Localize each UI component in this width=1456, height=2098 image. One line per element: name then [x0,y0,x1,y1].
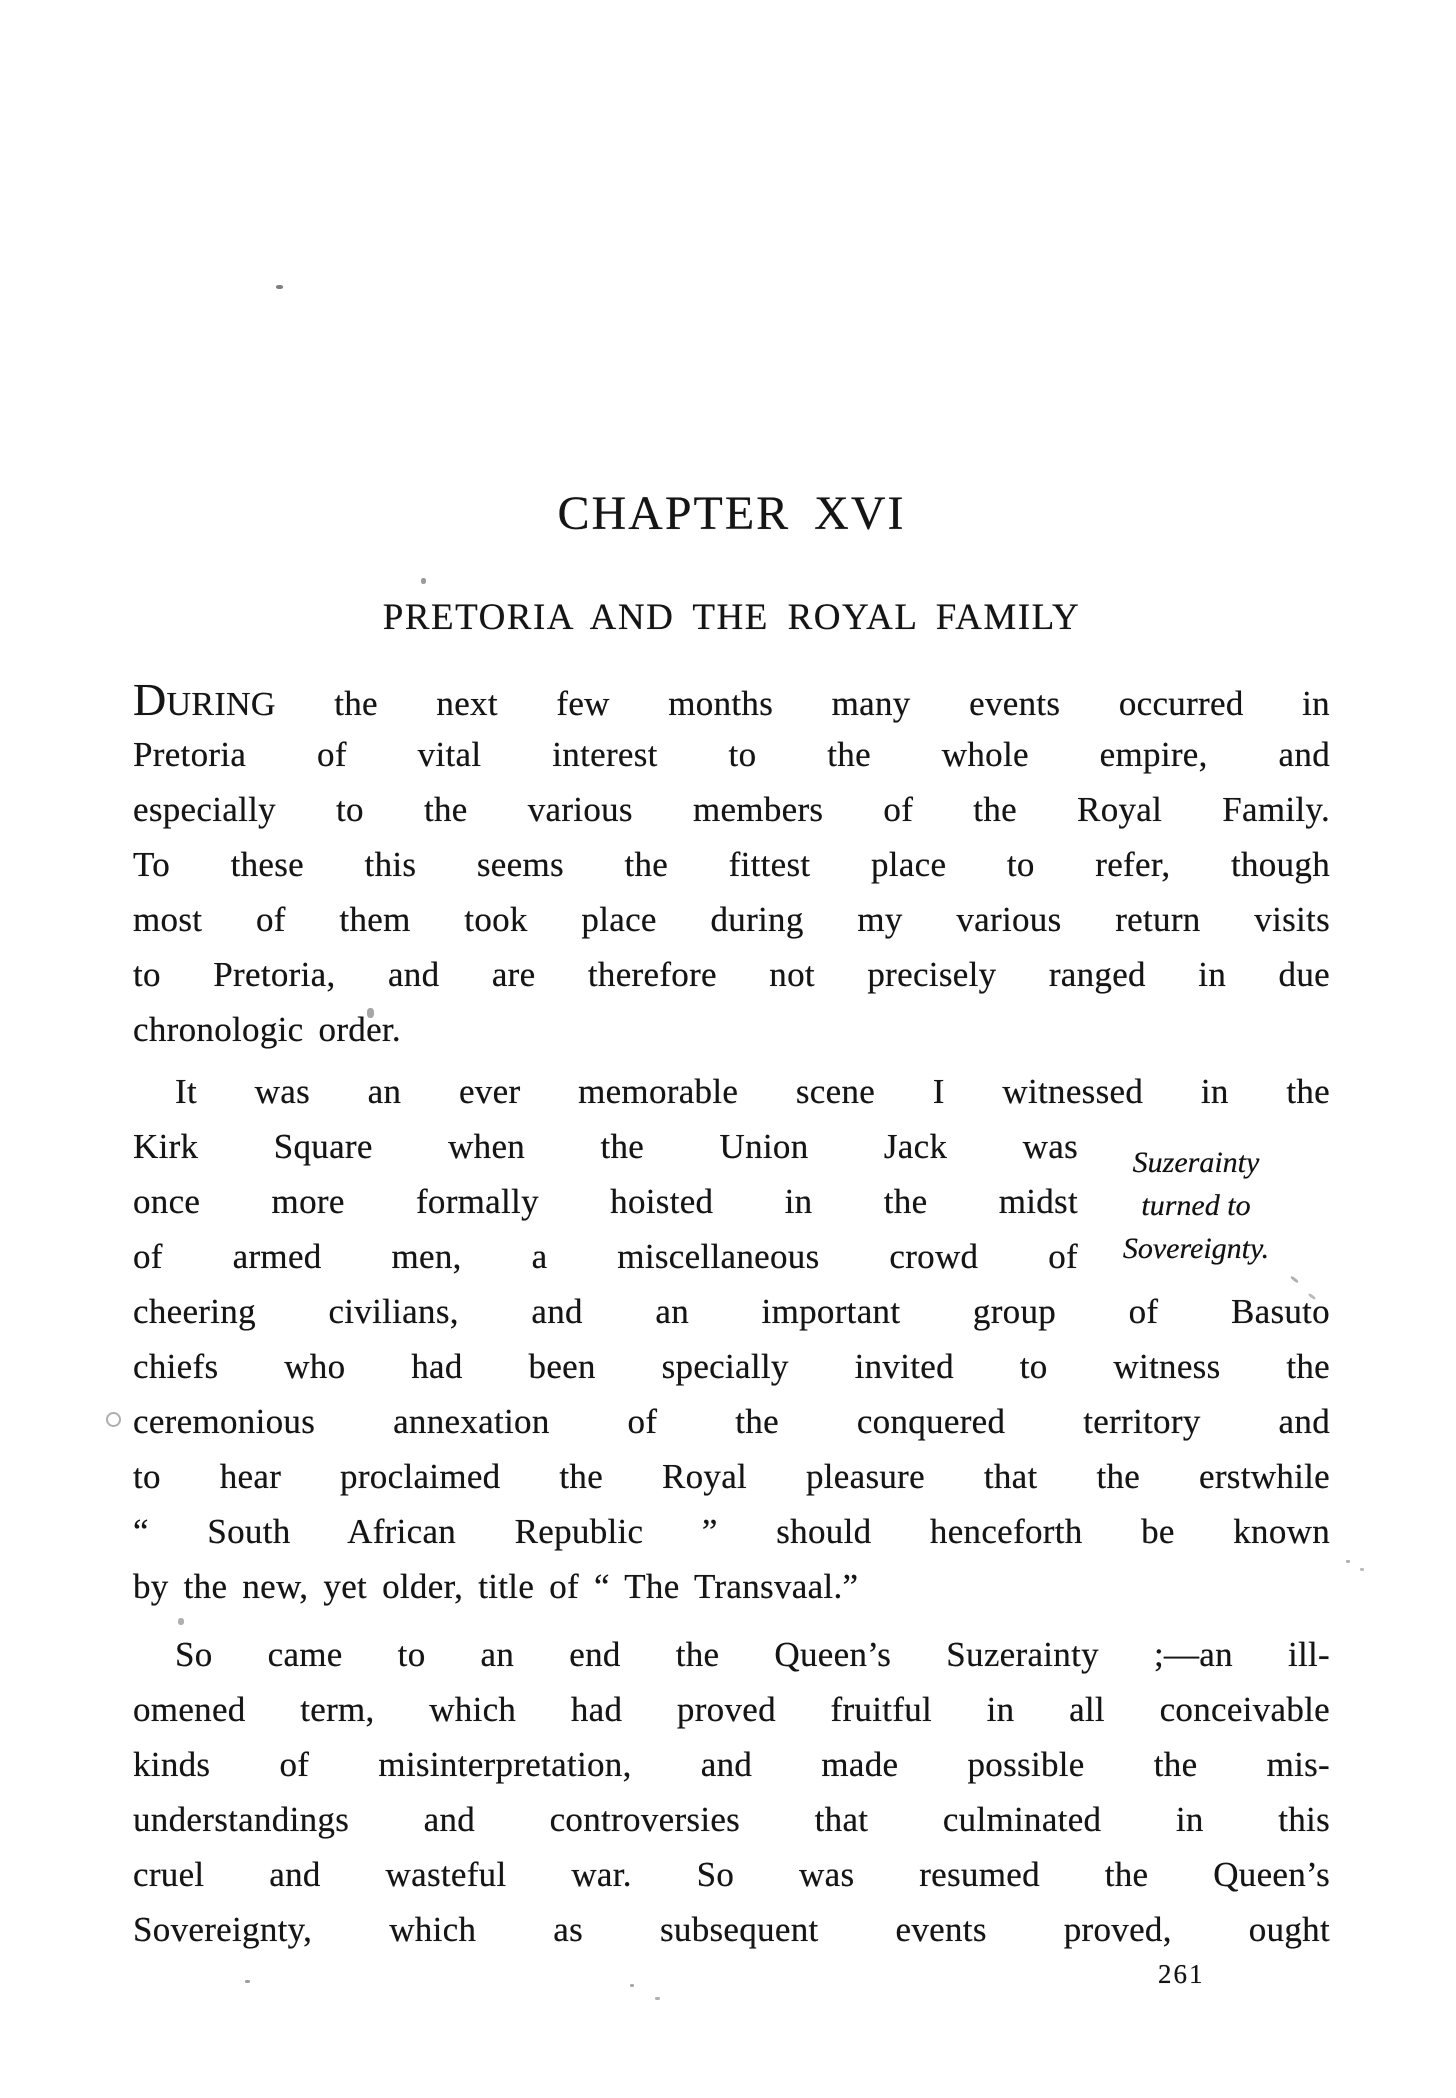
scan-artifact [276,285,283,289]
scan-artifact [655,1997,660,2000]
scan-artifact [630,1984,634,1987]
text-line: once more formally hoisted in the midst [133,1182,1078,1221]
scan-artifact [367,1008,374,1018]
text-line: to Pretoria, and are therefore not precisely ranged in due [133,955,1330,994]
text-line: chronologic order. [133,1010,401,1049]
text-line [133,672,1330,727]
chapter-title: CHAPTER XVI [557,487,906,540]
margin-note-line: Sovereignty. [1122,1232,1270,1265]
page-number: 261 [1158,1959,1205,1989]
text-line: chiefs who had been specially invited to witness the [133,1347,1330,1386]
text-line: cheering civilians, and an important group of Basuto [133,1292,1330,1331]
text-line: “ South African Republic ” should henceforth be known [133,1512,1330,1551]
margin-note [1080,1141,1312,1270]
section-title: PRETORIA AND THE ROYAL FAMILY [382,597,1081,638]
text-line: by the new, yet older, title of “ The Transvaal.” [133,1567,859,1606]
paragraph-1 [133,672,1330,1057]
scan-artifact [178,1618,184,1625]
text-span: the next few months many events occurred in [334,684,1330,723]
scan-artifact [106,1412,121,1427]
text-line: So came to an end the Queen’s Suzerainty ;—an ill- [175,1635,1330,1674]
scan-artifact [1346,1560,1350,1563]
text-line: It was an ever memorable scene I witnessed in the [175,1072,1330,1111]
lead-initial: D [133,674,167,725]
text-line: Sovereignty, which as subsequent events proved, ought [133,1910,1330,1949]
lead-small-caps: URING [166,686,276,723]
text-line: To these this seems the fittest place to refer, though [133,845,1330,884]
scan-artifact [245,1980,250,1983]
margin-note-line: turned to [1141,1189,1251,1222]
text-line: to hear proclaimed the Royal pleasure that the erstwhile [133,1457,1330,1496]
text-line: of armed men, a miscellaneous crowd of [133,1237,1078,1276]
scan-artifact [1360,1568,1364,1571]
text-line: ceremonious annexation of the conquered territory and [133,1402,1330,1441]
text-line: kinds of misinterpretation, and made possible the mis- [133,1745,1330,1784]
text-line: especially to the various members of the Royal Family. [133,790,1330,829]
paragraph-3 [133,1627,1330,1957]
text-line: most of them took place during my various return visits [133,900,1330,939]
margin-note-line: Suzerainty [1132,1146,1260,1179]
text-line: cruel and wasteful war. So was resumed the Queen’s [133,1855,1330,1894]
lead-word [133,674,276,725]
scan-artifact [421,578,426,584]
text-line: understandings and controversies that culminated in this [133,1800,1330,1839]
text-line: Kirk Square when the Union Jack was [133,1127,1078,1166]
text-line: omened term, which had proved fruitful in all conceivable [133,1690,1330,1729]
text-line: Pretoria of vital interest to the whole empire, and [133,735,1330,774]
